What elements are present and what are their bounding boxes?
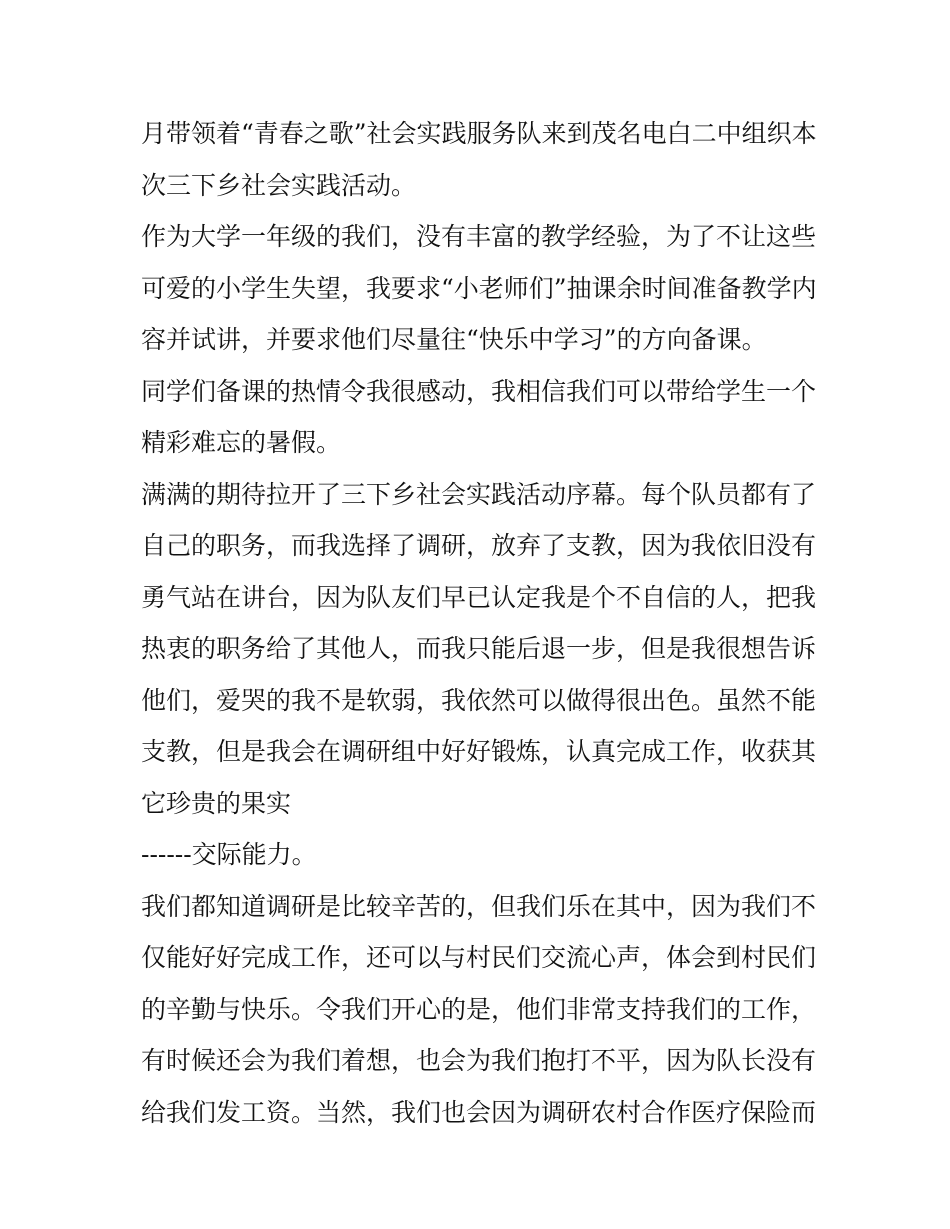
text-line-15: ------交际能力。 [141, 840, 317, 869]
text-line-13: 支教，但是我会在调研组中好好锻炼，认真完成工作，收获其 [141, 737, 817, 766]
text-line-19: 有时候还会为我们着想，也会为我们抱打不平，因为队长没有 [141, 1046, 817, 1075]
text-line-2: 次三下乡社会实践活动。 [141, 170, 417, 200]
text-line-18: 的辛勤与快乐。令我们开心的是，他们非常支持我们的工作， [141, 994, 817, 1024]
text-line-20: 给我们发工资。当然，我们也会因为调研农村合作医疗保险而 [141, 1097, 817, 1127]
text-line-9: 自己的职务，而我选择了调研，放弃了支教，因为我依旧没有 [141, 531, 817, 560]
text-line-16: 我们都知道调研是比较辛苦的，但我们乐在其中，因为我们不 [141, 891, 817, 921]
text-line-14: 它珍贵的果实 [141, 788, 292, 818]
text-line-11: 热衷的职务给了其他人，而我只能后退一步，但是我很想告诉 [141, 634, 817, 663]
text-line-4: 可爱的小学生失望，我要求“小老师们”抽课余时间准备教学内 [141, 273, 817, 303]
text-line-8: 满满的期待拉开了三下乡社会实践活动序幕。每个队员都有了 [141, 479, 817, 509]
text-line-17: 仅能好好完成工作，还可以与村民们交流心声，体会到村民们 [141, 943, 817, 972]
body-text [141, 108, 821, 1138]
text-line-1: 月带领着“青春之歌”社会实践服务队来到茂名电白二中组织本 [141, 119, 817, 148]
text-line-10: 勇气站在讲台，因为队友们早已认定我是个不自信的人，把我 [141, 582, 817, 612]
text-line-7: 精彩难忘的暑假。 [141, 428, 342, 457]
text-line-12: 他们，爱哭的我不是软弱，我依然可以做得很出色。虽然不能 [141, 685, 817, 715]
text-line-6: 同学们备课的热情令我很感动，我相信我们可以带给学生一个 [141, 376, 817, 406]
text-line-5: 容并试讲，并要求他们尽量往“快乐中学习”的方向备课。 [141, 325, 767, 354]
text-line-3: 作为大学一年级的我们，没有丰富的教学经验，为了不让这些 [141, 222, 817, 251]
